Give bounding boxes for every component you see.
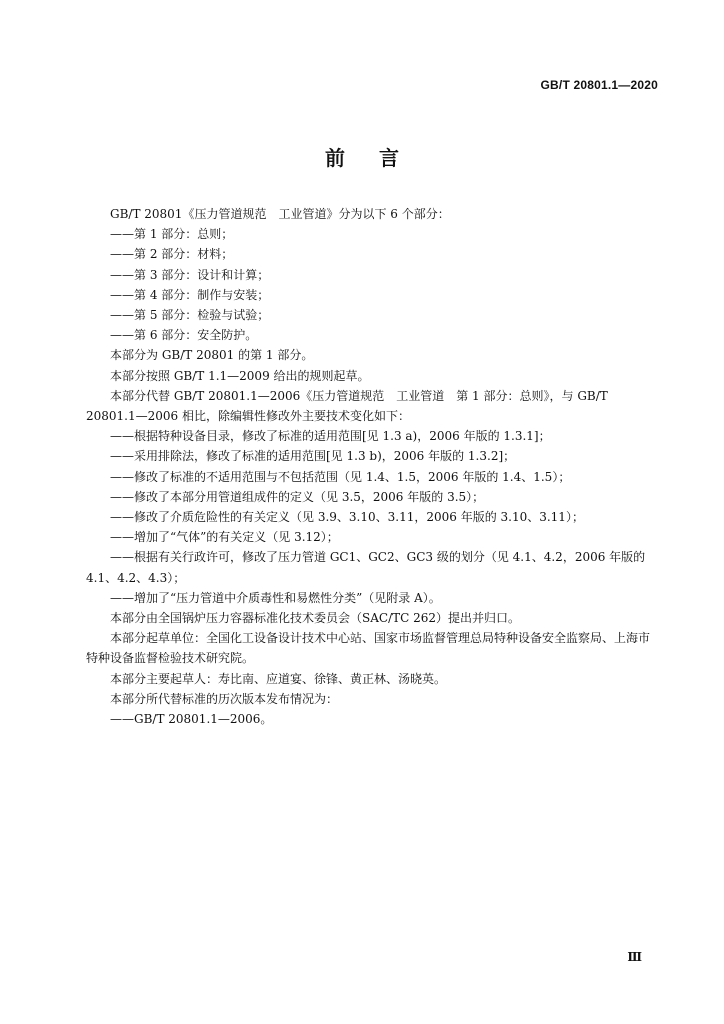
foreword-body <box>86 204 660 729</box>
paragraph-this-part: 本部分为 GB/T 20801 的第 1 部分。 <box>110 348 314 363</box>
list-item-part-3: ——第 3 部分：设计和计算； <box>110 267 270 282</box>
list-item-previous-edition: ——GB/T 20801.1—2006。 <box>110 712 273 727</box>
page-title: 前言 <box>325 146 433 170</box>
paragraph-proposer: 本部分由全国锅炉压力容器标准化技术委员会（SAC/TC 262）提出并归口。 <box>110 611 521 626</box>
standard-code: GB/T 20801.1—2020 <box>540 78 658 92</box>
list-item-change: ——增加了“气体”的有关定义（见 3.12）； <box>110 530 339 545</box>
list-item-change: ——采用排除法，修改了标准的适用范围[见 1.3 b)，2006 年版的 1.3.2]； <box>110 449 516 464</box>
list-item-part-5: ——第 5 部分：检验与试验； <box>110 308 270 323</box>
list-item-part-1: ——第 1 部分：总则； <box>110 227 234 242</box>
list-item-change: ——修改了本部分用管道组成件的定义（见 3.5，2006 年版的 3.5）； <box>110 489 485 504</box>
paragraph-history: 本部分所代替标准的历次版本发布情况为： <box>110 691 339 706</box>
list-item-part-6: ——第 6 部分：安全防护。 <box>110 328 258 343</box>
paragraph-replaces: 本部分代替 GB/T 20801.1—2006《压力管道规范 工业管道 第 1 部分：总则》，与 GB/T 20801.1—2006 相比，除编辑性修改外主要技术变化如下： <box>86 388 608 424</box>
list-item-part-4: ——第 4 部分：制作与安装； <box>110 287 270 302</box>
list-item-part-2: ——第 2 部分：材料； <box>110 247 234 262</box>
paragraph-drafters: 本部分主要起草人：寿比南、应道宴、徐锋、黄正林、汤晓英。 <box>110 671 447 686</box>
paragraph-intro: GB/T 20801《压力管道规范 工业管道》分为以下 6 个部分： <box>110 207 450 221</box>
page-number: Ⅲ <box>627 950 642 964</box>
list-item-change: ——修改了标准的不适用范围与不包括范围（见 1.4、1.5，2006 年版的 1.4、1.5）； <box>110 469 571 484</box>
list-item-change: ——根据特种设备目录，修改了标准的适用范围[见 1.3 a)，2006 年版的 1.3.1]； <box>110 429 551 444</box>
list-item-change: ——修改了介质危险性的有关定义（见 3.9、3.10、3.11，2006 年版的 3.10、3.11）； <box>110 510 584 525</box>
list-item-change: ——增加了“压力管道中介质毒性和易燃性分类”（见附录 A）。 <box>110 590 441 605</box>
list-item-change: ——根据有关行政许可，修改了压力管道 GC1、GC2、GC3 级的划分（见 4.1、4.2，2006 年版的 4.1、4.2、4.3）； <box>86 550 646 585</box>
paragraph-drafting-rules: 本部分按照 GB/T 1.1—2009 给出的规则起草。 <box>110 368 370 383</box>
paragraph-drafting-units: 本部分起草单位：全国化工设备设计技术中心站、国家市场监督管理总局特种设备安全监察局、上海市特种设备监督检验技术研究院。 <box>86 631 651 666</box>
